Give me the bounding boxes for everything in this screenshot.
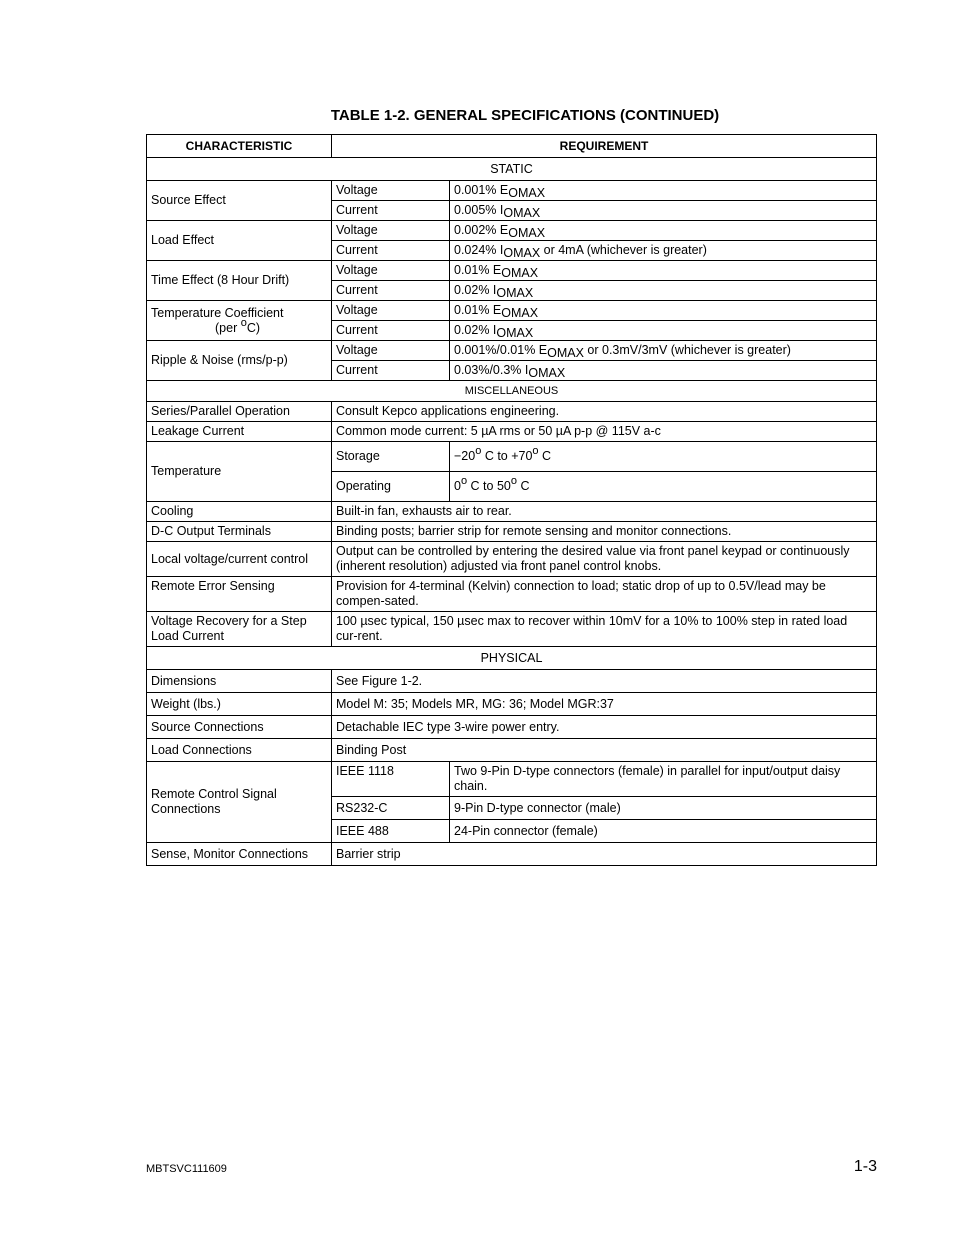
table-row: [147, 301, 877, 321]
sub-label-voltage: Voltage: [332, 301, 450, 321]
sub-label-current: Current: [332, 281, 450, 301]
row-name-local-control: Local voltage/current control: [147, 542, 332, 577]
row-name-load-effect: Load Effect: [147, 221, 332, 261]
section-physical: PHYSICAL: [147, 647, 877, 670]
value-series-parallel: Consult Kepco applications engineering.: [332, 402, 877, 422]
table-row: [147, 341, 877, 361]
table-header-row: [147, 135, 877, 158]
table-row: [147, 739, 877, 762]
sub-label-current: Current: [332, 241, 450, 261]
table-row: [147, 261, 877, 281]
table-row: [147, 843, 877, 866]
section-row-misc: [147, 381, 877, 402]
value-time-voltage: 0.01% $E_{OMAX}$: [450, 261, 877, 281]
table-row: [147, 502, 877, 522]
table-row: [147, 693, 877, 716]
sub-label-current: Current: [332, 361, 450, 381]
value-dimensions: See Figure 1-2.: [332, 670, 877, 693]
sub-label-current: Current: [332, 201, 450, 221]
sub-label-operating: Operating: [332, 472, 450, 502]
value-ieee1118: Two 9-Pin D-type connectors (female) in parallel for input/output daisy chain.: [450, 762, 877, 797]
value-dc-output-terminals: Binding posts; barrier strip for remote sensing and monitor connections.: [332, 522, 877, 542]
sub-label-ieee1118: IEEE 1118: [332, 762, 450, 797]
header-requirement: REQUIREMENT: [332, 135, 877, 158]
table-row: [147, 181, 877, 201]
table-row: [147, 716, 877, 739]
value-load-voltage: 0.002% $E_{OMAX}$: [450, 221, 877, 241]
value-time-current: 0.02% $I_{OMAX}$: [450, 281, 877, 301]
table-row: [147, 542, 877, 577]
section-miscellaneous: MISCELLANEOUS: [147, 381, 877, 402]
table-row: [147, 442, 877, 472]
row-name-voltage-recovery: Voltage Recovery for a Step Load Current: [147, 612, 332, 647]
value-source-current: 0.005% $I_{OMAX}$: [450, 201, 877, 221]
value-weight: Model M: 35; Models MR, MG: 36; Model MGR:37: [332, 693, 877, 716]
table-row: [147, 422, 877, 442]
table-row: [147, 612, 877, 647]
sub-label-ieee488: IEEE 488: [332, 820, 450, 843]
value-ieee488: 24-Pin connector (female): [450, 820, 877, 843]
value-remote-error-sensing: Provision for 4-terminal (Kelvin) connection to load; static drop of up to 0.5V/lead may be compen-sated.: [332, 577, 877, 612]
row-name-dc-output-terminals: D-C Output Terminals: [147, 522, 332, 542]
table-title: TABLE 1-2. GENERAL SPECIFICATIONS (CONTINUED): [330, 107, 720, 124]
sub-label-voltage: Voltage: [332, 221, 450, 241]
footer-page-number: 1-3: [853, 1158, 877, 1175]
row-name-time-effect: Time Effect (8 Hour Drift): [147, 261, 332, 301]
value-load-current: 0.024% $I_{OMAX}$ or 4mA (whichever is greater): [450, 241, 877, 261]
row-name-remote-error-sensing: Remote Error Sensing: [147, 577, 332, 612]
value-operating-temp: 0$^o$ C to 50$^o$ C: [450, 472, 877, 502]
value-sense-monitor: Barrier strip: [332, 843, 877, 866]
row-name-remote-control-signal: Remote Control Signal Connections: [147, 762, 332, 843]
section-row-static: [147, 158, 877, 181]
table-row: [147, 402, 877, 422]
header-characteristic: CHARACTERISTIC: [147, 135, 332, 158]
value-ripple-voltage: 0.001%/0.01% $E_{OMAX}$ or 0.3mV/3mV (whichever is greater): [450, 341, 877, 361]
value-source-voltage: 0.001% $E_{OMAX}$: [450, 181, 877, 201]
value-ripple-current: 0.03%/0.3% $I_{OMAX}$: [450, 361, 877, 381]
sub-label-voltage: Voltage: [332, 261, 450, 281]
sub-label-storage: Storage: [332, 442, 450, 472]
row-name-load-connections: Load Connections: [147, 739, 332, 762]
table-row: [147, 762, 877, 797]
table-row: [147, 577, 877, 612]
value-tempco-current: 0.02% $I_{OMAX}$: [450, 321, 877, 341]
sub-label-rs232: RS232-C: [332, 797, 450, 820]
table-row: [147, 670, 877, 693]
value-local-control: Output can be controlled by entering the desired value via front panel keypad or continuously (inherent resolution) adjusted via front panel control knobs.: [332, 542, 877, 577]
table-row: [147, 221, 877, 241]
value-storage-temp: $-20^o$ C to $+70^o$ C: [450, 442, 877, 472]
value-load-connections: Binding Post: [332, 739, 877, 762]
section-static: STATIC: [147, 158, 877, 181]
value-leakage-current: Common mode current: 5 µA rms or 50 µA p-p @ 115V a-c: [332, 422, 877, 442]
row-name-series-parallel: Series/Parallel Operation: [147, 402, 332, 422]
value-voltage-recovery: 100 µsec typical, 150 µsec max to recover within 10mV for a 10% to 100% step in rated load cur-rent.: [332, 612, 877, 647]
value-source-connections: Detachable IEC type 3-wire power entry.: [332, 716, 877, 739]
row-name-cooling: Cooling: [147, 502, 332, 522]
row-name-source-effect: Source Effect: [147, 181, 332, 221]
sub-label-voltage: Voltage: [332, 341, 450, 361]
row-name-ripple-noise: Ripple & Noise (rms/p-p): [147, 341, 332, 381]
row-name-weight: Weight (lbs.): [147, 693, 332, 716]
row-name-source-connections: Source Connections: [147, 716, 332, 739]
value-rs232: 9-Pin D-type connector (male): [450, 797, 877, 820]
spec-table: [146, 134, 877, 866]
section-row-physical: [147, 647, 877, 670]
table-row: [147, 522, 877, 542]
footer-doc-id: MBTSVC111609: [146, 1163, 227, 1175]
row-name-sense-monitor: Sense, Monitor Connections: [147, 843, 332, 866]
row-name-temperature: Temperature: [147, 442, 332, 502]
value-tempco-voltage: 0.01% $E_{OMAX}$: [450, 301, 877, 321]
sub-label-current: Current: [332, 321, 450, 341]
row-name-leakage-current: Leakage Current: [147, 422, 332, 442]
sub-label-voltage: Voltage: [332, 181, 450, 201]
row-name-dimensions: Dimensions: [147, 670, 332, 693]
row-name-temp-coefficient: Temperature Coefficient (per $^o$C): [147, 301, 332, 341]
value-cooling: Built-in fan, exhausts air to rear.: [332, 502, 877, 522]
